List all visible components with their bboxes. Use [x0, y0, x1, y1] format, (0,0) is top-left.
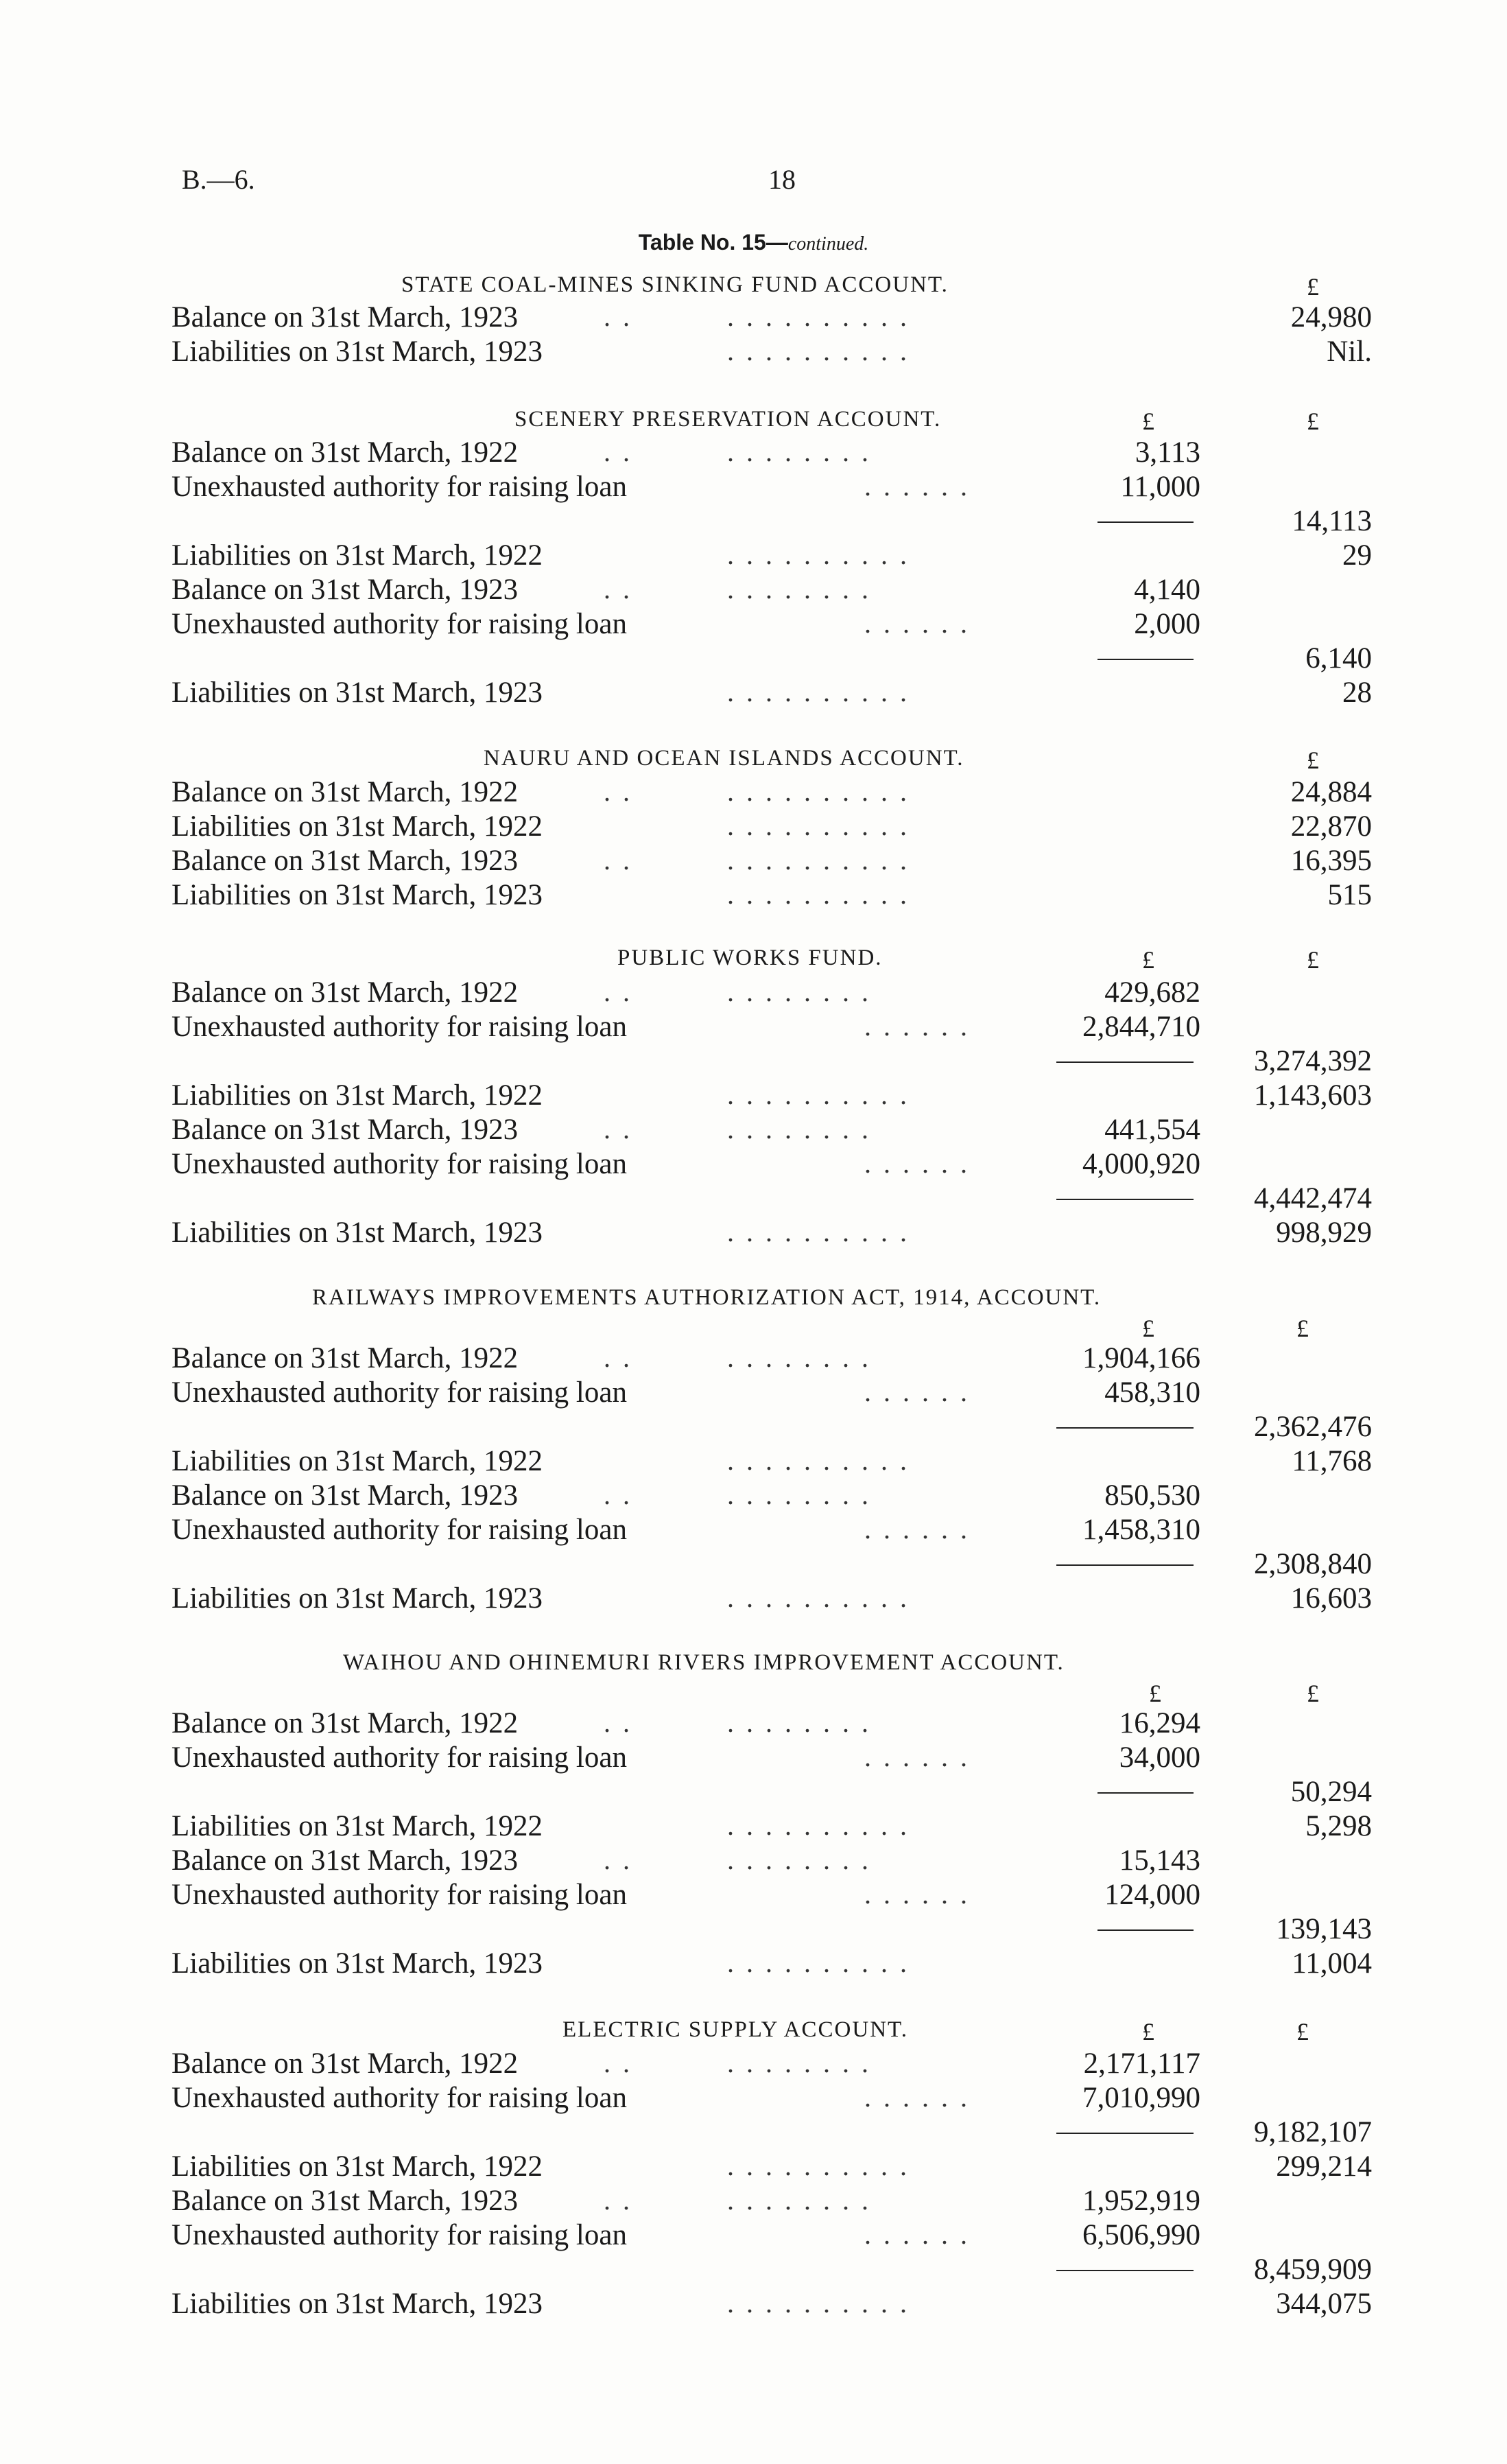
value-col1: 850,530 — [1104, 1479, 1200, 1512]
row-label: Unexhausted authority for raising loan — [171, 1879, 627, 1911]
section-title: ELECTRIC SUPPLY ACCOUNT. — [562, 2017, 908, 2042]
leader-dots: . . . . . . . . . . — [727, 810, 910, 841]
table-row — [171, 301, 1392, 335]
leader-dots: . . . . . . . . — [727, 1342, 871, 1373]
table-row — [171, 1113, 1392, 1147]
table-row — [171, 1706, 1392, 1741]
value-col1: 34,000 — [1119, 1741, 1200, 1774]
leader-dots: . . . . . . . . . . — [727, 1810, 910, 1841]
leader-dots: . . . . . . . . . . — [727, 1079, 910, 1110]
leader-dots: . . . . . . . . . . — [727, 336, 910, 366]
table-row — [171, 1079, 1392, 1113]
table-title-text: Table No. 15— — [638, 230, 788, 255]
row-label: Balance on 31st March, 1923 — [171, 574, 519, 606]
value-col2: 24,884 — [1290, 776, 1372, 808]
row-label: Unexhausted authority for raising loan — [171, 1741, 627, 1774]
leader-dots: . . . . . . — [864, 608, 970, 639]
value-col2: 1,143,603 — [1254, 1079, 1372, 1112]
leader-dots: . . . . . . — [864, 2082, 970, 2113]
value-col2: 139,143 — [1276, 1913, 1372, 1945]
page-number: 18 — [768, 164, 796, 195]
leader-dots: . . . . . . — [864, 471, 970, 502]
row-label: Balance on 31st March, 1922 — [171, 776, 519, 808]
table-row — [171, 878, 1392, 913]
value-col1: 4,000,920 — [1082, 1148, 1200, 1180]
row-label: Liabilities on 31st March, 1922 — [171, 2150, 543, 2183]
table-row — [171, 642, 1392, 676]
leader-dots: . . . . . . . . — [727, 1479, 871, 1510]
value-col1: 1,458,310 — [1082, 1514, 1200, 1546]
table-row — [171, 1341, 1392, 1376]
leader-dots: . . . . . . . . — [727, 574, 871, 605]
currency-col2: £ — [1296, 1315, 1309, 1342]
value-col2: 299,214 — [1276, 2150, 1372, 2183]
currency-col1: £ — [1142, 1315, 1154, 1342]
leader-dots: . . . . . . . . — [727, 1707, 871, 1738]
row-label: Liabilities on 31st March, 1923 — [171, 879, 543, 911]
table-row — [171, 844, 1392, 878]
leader-dots: . . . . . . . . — [727, 976, 871, 1007]
row-label: Liabilities on 31st March, 1923 — [171, 1217, 543, 1249]
leader-dots: . . — [604, 976, 632, 1007]
table-row — [171, 1582, 1392, 1616]
row-label: Unexhausted authority for raising loan — [171, 2082, 627, 2114]
leader-dots: . . . . . . . . — [727, 2048, 871, 2078]
currency-col2: £ — [1307, 1680, 1319, 1707]
currency-col2: £ — [1296, 2018, 1309, 2045]
value-col2: 11,004 — [1292, 1947, 1372, 1980]
leader-dots: . . . . . . — [864, 1741, 970, 1772]
table-row — [171, 539, 1392, 573]
table-row — [171, 335, 1392, 369]
row-label: Balance on 31st March, 1922 — [171, 2048, 519, 2080]
value-col2: 24,980 — [1290, 301, 1372, 333]
leader-dots: . . — [604, 1342, 632, 1373]
leader-dots: . . — [604, 1114, 632, 1145]
table-row — [171, 1010, 1392, 1044]
currency-col2: £ — [1307, 273, 1319, 301]
value-col2: 14,113 — [1292, 505, 1372, 537]
row-label: Unexhausted authority for raising loan — [171, 2219, 627, 2251]
value-col1: 16,294 — [1119, 1707, 1200, 1739]
table-row — [171, 607, 1392, 642]
table-row — [171, 1182, 1392, 1216]
row-label: Liabilities on 31st March, 1923 — [171, 2288, 543, 2320]
table-row — [171, 1513, 1392, 1547]
table-row — [171, 1376, 1392, 1410]
leader-dots: . . . . . . — [864, 1514, 970, 1545]
leader-dots: . . . . . . — [864, 1011, 970, 1042]
value-col2: 344,075 — [1276, 2288, 1372, 2320]
value-col1: 1,904,166 — [1082, 1342, 1200, 1374]
section-title: SCENERY PRESERVATION ACCOUNT. — [514, 407, 942, 432]
table-row — [171, 1410, 1392, 1444]
table-row — [171, 1547, 1392, 1582]
table-row — [171, 1775, 1392, 1809]
leader-dots: . . — [604, 2048, 632, 2078]
row-label: Balance on 31st March, 1923 — [171, 1844, 519, 1877]
value-col2: 22,870 — [1290, 810, 1372, 843]
currency-col1: £ — [1142, 2018, 1154, 2045]
value-col2: 2,362,476 — [1254, 1411, 1372, 1443]
table-row — [171, 2184, 1392, 2218]
leader-dots: . . — [604, 436, 632, 467]
table-title — [0, 230, 1507, 255]
row-label: Liabilities on 31st March, 1922 — [171, 810, 543, 843]
value-col1: 458,310 — [1104, 1376, 1200, 1409]
table-row — [171, 775, 1392, 810]
section-title: WAIHOU AND OHINEMURI RIVERS IMPROVEMENT ACCOUNT. — [343, 1650, 1065, 1675]
leader-dots: . . . . . . . . — [727, 1844, 871, 1875]
table-row — [171, 1844, 1392, 1878]
row-label: Liabilities on 31st March, 1923 — [171, 336, 543, 368]
value-col2: 515 — [1327, 879, 1372, 911]
row-label: Liabilities on 31st March, 1922 — [171, 539, 543, 572]
table-row — [171, 1044, 1392, 1079]
value-col1: 3,113 — [1135, 436, 1200, 469]
table-row — [171, 1216, 1392, 1250]
document-ref: B.—6. — [182, 164, 255, 195]
currency-col2: £ — [1307, 408, 1319, 435]
value-col2: 9,182,107 — [1254, 2116, 1372, 2148]
value-col1: 4,140 — [1134, 574, 1200, 606]
row-label: Balance on 31st March, 1923 — [171, 1114, 519, 1146]
row-label: Liabilities on 31st March, 1922 — [171, 1445, 543, 1477]
table-row — [171, 2150, 1392, 2184]
row-label: Balance on 31st March, 1923 — [171, 845, 519, 877]
row-label: Liabilities on 31st March, 1923 — [171, 1947, 543, 1980]
row-label: Unexhausted authority for raising loan — [171, 1148, 627, 1180]
table-row — [171, 470, 1392, 504]
value-col2: 28 — [1342, 677, 1372, 709]
leader-dots: . . . . . . . . . . — [727, 845, 910, 876]
currency-col2: £ — [1307, 946, 1319, 974]
table-row — [171, 1809, 1392, 1844]
leader-dots: . . — [604, 776, 632, 807]
leader-dots: . . . . . . . . . . — [727, 301, 910, 332]
leader-dots: . . . . . . . . . . — [727, 1217, 910, 1247]
leader-dots: . . — [604, 2185, 632, 2216]
value-col2: 8,459,909 — [1254, 2253, 1372, 2286]
leader-dots: . . — [604, 574, 632, 605]
table-row — [171, 2253, 1392, 2287]
leader-dots: . . . . . . . . . . — [727, 677, 910, 707]
leader-dots: . . . . . . . . . . — [727, 1445, 910, 1476]
table-row — [171, 2218, 1392, 2253]
value-col1: 6,506,990 — [1082, 2219, 1200, 2251]
row-label: Unexhausted authority for raising loan — [171, 1011, 627, 1043]
value-col2: 50,294 — [1290, 1776, 1372, 1808]
leader-dots: . . — [604, 301, 632, 332]
value-col1: 429,682 — [1104, 976, 1200, 1009]
table-row — [171, 2081, 1392, 2115]
row-label: Balance on 31st March, 1923 — [171, 2185, 519, 2217]
leader-dots: . . . . . . . . — [727, 2185, 871, 2216]
leader-dots: . . — [604, 1844, 632, 1875]
currency-col1: £ — [1142, 946, 1154, 974]
table-row — [171, 1878, 1392, 1912]
currency-col1: £ — [1142, 408, 1154, 435]
table-row — [171, 2287, 1392, 2321]
table-row — [171, 1147, 1392, 1182]
table-row — [171, 1947, 1392, 1981]
table-title-continued: continued. — [787, 233, 869, 255]
section-title: NAURU AND OCEAN ISLANDS ACCOUNT. — [484, 746, 964, 771]
row-label: Liabilities on 31st March, 1923 — [171, 677, 543, 709]
leader-dots: . . — [604, 845, 632, 876]
value-col1: 1,952,919 — [1082, 2185, 1200, 2217]
value-col2: 16,603 — [1290, 1582, 1372, 1615]
currency-col1: £ — [1149, 1680, 1161, 1707]
row-label: Balance on 31st March, 1923 — [171, 301, 519, 333]
leader-dots: . . — [604, 1479, 632, 1510]
leader-dots: . . . . . . . . — [727, 1114, 871, 1145]
table-row — [171, 2115, 1392, 2150]
leader-dots: . . . . . . . . . . — [727, 539, 910, 570]
table-row — [171, 1479, 1392, 1513]
value-col2: Nil. — [1327, 336, 1372, 368]
value-col1: 11,000 — [1120, 471, 1200, 503]
section-title: PUBLIC WORKS FUND. — [617, 946, 883, 970]
table-row — [171, 810, 1392, 844]
value-col1: 124,000 — [1104, 1879, 1200, 1911]
leader-dots: . . . . . . — [864, 1148, 970, 1179]
row-label: Unexhausted authority for raising loan — [171, 1376, 627, 1409]
row-label: Liabilities on 31st March, 1922 — [171, 1079, 543, 1112]
value-col1: 2,000 — [1134, 608, 1200, 640]
value-col2: 11,768 — [1292, 1445, 1372, 1477]
value-col2: 2,308,840 — [1254, 1548, 1372, 1580]
table-row — [171, 504, 1392, 539]
row-label: Liabilities on 31st March, 1922 — [171, 1810, 543, 1842]
leader-dots: . . . . . . . . . . — [727, 879, 910, 910]
table-row — [171, 573, 1392, 607]
leader-dots: . . . . . . . . . . — [727, 776, 910, 807]
value-col2: 998,929 — [1276, 1217, 1372, 1249]
row-label: Balance on 31st March, 1922 — [171, 1342, 519, 1374]
leader-dots: . . . . . . . . . . — [727, 1947, 910, 1978]
section-title: RAILWAYS IMPROVEMENTS AUTHORIZATION ACT, 1914, ACCOUNT. — [312, 1285, 1102, 1310]
row-label: Balance on 31st March, 1923 — [171, 1479, 519, 1512]
value-col2: 16,395 — [1290, 845, 1372, 877]
leader-dots: . . — [604, 1707, 632, 1738]
value-col1: 7,010,990 — [1082, 2082, 1200, 2114]
table-row — [171, 1912, 1392, 1947]
table-row — [171, 976, 1392, 1010]
value-col2: 29 — [1342, 539, 1372, 572]
row-label: Balance on 31st March, 1922 — [171, 976, 519, 1009]
leader-dots: . . . . . . . . . . — [727, 1582, 910, 1613]
row-label: Unexhausted authority for raising loan — [171, 1514, 627, 1546]
section-title: STATE COAL-MINES SINKING FUND ACCOUNT. — [401, 272, 949, 297]
value-col2: 4,442,474 — [1254, 1182, 1372, 1215]
currency-col2: £ — [1307, 747, 1319, 774]
table-row — [171, 2047, 1392, 2081]
table-row — [171, 676, 1392, 710]
value-col1: 2,844,710 — [1082, 1011, 1200, 1043]
row-label: Unexhausted authority for raising loan — [171, 471, 627, 503]
value-col2: 5,298 — [1305, 1810, 1372, 1842]
leader-dots: . . . . . . — [864, 2219, 970, 2250]
value-col1: 2,171,117 — [1083, 2048, 1200, 2080]
leader-dots: . . . . . . — [864, 1879, 970, 1910]
value-col2: 6,140 — [1305, 642, 1372, 674]
row-label: Unexhausted authority for raising loan — [171, 608, 627, 640]
value-col1: 441,554 — [1104, 1114, 1200, 1146]
row-label: Liabilities on 31st March, 1923 — [171, 1582, 543, 1615]
value-col1: 15,143 — [1119, 1844, 1200, 1877]
leader-dots: . . . . . . . . . . — [727, 2288, 910, 2319]
table-row — [171, 1444, 1392, 1479]
leader-dots: . . . . . . . . . . — [727, 2150, 910, 2181]
table-row — [171, 1741, 1392, 1775]
leader-dots: . . . . . . . . — [727, 436, 871, 467]
leader-dots: . . . . . . — [864, 1376, 970, 1407]
row-label: Balance on 31st March, 1922 — [171, 436, 519, 469]
row-label: Balance on 31st March, 1922 — [171, 1707, 519, 1739]
value-col2: 3,274,392 — [1254, 1045, 1372, 1077]
table-row — [171, 436, 1392, 470]
